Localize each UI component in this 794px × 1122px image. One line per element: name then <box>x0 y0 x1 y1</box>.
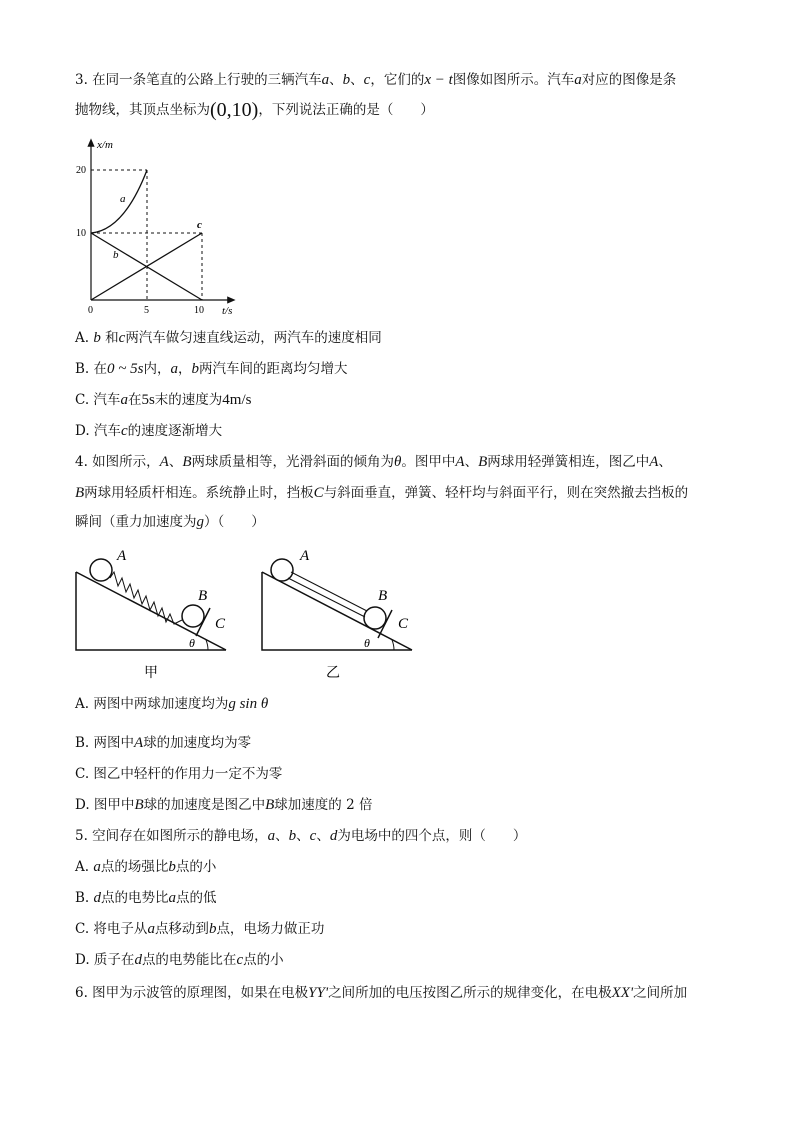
sep: 、 <box>329 72 343 88</box>
var-d: d <box>93 890 102 906</box>
q6-text: 之间所加的电压按图乙所示的规律变化，在电极 <box>328 985 612 1001</box>
velocity-value: 4m/s <box>222 392 252 408</box>
opt-text: 点的小 <box>243 952 284 968</box>
q6-text: 6. 图甲为示波管的原理图，如果在电极 <box>75 985 309 1001</box>
q4-text: 。图甲中 <box>401 454 456 470</box>
sep: 、 <box>316 828 330 844</box>
label-theta: θ <box>364 636 370 650</box>
q3-xt-graph <box>70 132 260 322</box>
ball-A-jia <box>90 559 112 581</box>
spring <box>110 572 182 624</box>
q4-text: 两球用轻质杆相连。系统静止时，挡板 <box>84 485 314 501</box>
var-c: c <box>363 72 371 88</box>
opt-text: 点的场强比 <box>100 859 169 875</box>
var-a: a <box>574 72 582 88</box>
q4-figure-jia <box>72 548 242 683</box>
q3-text: ，它们的 <box>370 72 425 88</box>
q4-text: 两球质量相等，光滑斜面的倾角为 <box>191 454 395 470</box>
var-b: b <box>93 330 101 346</box>
opt-text: 点，电场力做正功 <box>216 921 325 937</box>
label-A: A <box>117 548 127 564</box>
sep: 、 <box>296 828 310 844</box>
q3-text: ，下列说法正确的是（ ） <box>258 102 434 118</box>
var-xt: x − t <box>424 72 453 88</box>
var-a: a <box>267 828 276 844</box>
opt-text: 球的加速度是图乙中 <box>143 797 266 813</box>
q3-stem-line2 <box>75 100 434 120</box>
q4-option-d[interactable] <box>75 795 372 815</box>
electrode-yy: YY' <box>308 985 329 1001</box>
y-tick-20: 20 <box>76 165 86 176</box>
q4-text: 两球用轻弹簧相连，图乙中 <box>487 454 650 470</box>
angle-arc-yi <box>392 640 394 650</box>
q4-figure-yi <box>258 548 428 683</box>
var-A: A <box>455 454 465 470</box>
opt-text: 的速度逐渐增大 <box>127 423 223 439</box>
var-g: g <box>196 514 204 530</box>
opt-text: 点的小 <box>175 859 217 875</box>
label-C: C <box>215 616 226 632</box>
opt-label: B. <box>75 890 94 906</box>
opt-text: B. 两图中 <box>75 735 135 751</box>
opt-text: 两汽车间的距离均匀增大 <box>198 361 348 377</box>
var-a: a <box>321 72 330 88</box>
q5-text: 5. 空间存在如图所示的静电场， <box>75 828 268 844</box>
label-a: a <box>120 193 126 205</box>
var-A: A <box>159 454 169 470</box>
var-c: c <box>309 828 317 844</box>
q5-option-d[interactable] <box>75 950 284 970</box>
q3-text: 对应的图像是条 <box>581 72 677 88</box>
sep: 、 <box>658 454 672 470</box>
opt-text: D. 汽车 <box>75 423 121 439</box>
sep: 、 <box>168 454 183 470</box>
opt-text: 和 <box>100 330 119 346</box>
opt-text: C. 图乙中轻杆的作用力一定不为零 <box>75 766 283 782</box>
x-tick-0: 0 <box>88 305 93 316</box>
label-B: B <box>198 588 208 604</box>
electrode-xx: XX' <box>611 985 634 1001</box>
var-a: a <box>93 859 101 875</box>
var-B: B <box>265 797 275 813</box>
curve-a <box>91 170 147 233</box>
label-b: b <box>113 249 119 261</box>
formula: g sin θ <box>228 696 269 712</box>
var-d: d <box>329 828 338 844</box>
caption-yi: 乙 <box>326 665 340 681</box>
q3-option-b[interactable] <box>75 359 347 379</box>
var-a: a <box>170 361 178 377</box>
opt-text: 点移动到 <box>154 921 209 937</box>
x-tick-5: 5 <box>144 305 149 316</box>
ball-B-jia <box>182 605 204 627</box>
var-b: b <box>342 72 351 88</box>
var-B: B <box>134 797 144 813</box>
var-B: B <box>182 454 192 470</box>
opt-text: 点的电势能比在 <box>141 952 237 968</box>
opt-text: D. 图甲中 <box>75 797 135 813</box>
opt-text: C. 汽车 <box>75 392 121 408</box>
angle-arc-jia <box>206 640 208 650</box>
var-a: a <box>168 890 177 906</box>
opt-text: 两汽车做匀速直线运动，两汽车的速度相同 <box>125 330 382 346</box>
opt-text: 点的电势比 <box>101 890 169 906</box>
var-A: A <box>134 735 144 751</box>
var-a: a <box>120 392 128 408</box>
label-C: C <box>398 616 409 632</box>
q3-stem-line1 <box>75 70 676 90</box>
var-c: c <box>118 330 126 346</box>
sep: 、 <box>464 454 479 470</box>
var-b: b <box>168 859 176 875</box>
sep: 、 <box>275 828 289 844</box>
opt-text: 球的加速度均为零 <box>143 735 252 751</box>
opt-label: A. <box>75 859 94 875</box>
var-b: b <box>208 921 217 937</box>
rod-bottom <box>288 578 365 617</box>
q4-text: 瞬间（重力加速度为 <box>75 514 197 530</box>
opt-text: D. 质子在 <box>75 952 135 968</box>
rod-top <box>291 572 367 611</box>
x-tick-10: 10 <box>194 305 204 316</box>
label-c: c <box>197 219 202 231</box>
q3-text: 图像如图所示。汽车 <box>452 72 575 88</box>
opt-text: C. 将电子从 <box>75 921 148 937</box>
label-A: A <box>300 548 310 564</box>
q4-stem-line3 <box>75 512 265 532</box>
x-axis-label: t/s <box>222 305 233 317</box>
var-B: B <box>75 485 85 501</box>
var-B: B <box>478 454 488 470</box>
q5-text: 为电场中的四个点，则（ ） <box>337 828 527 844</box>
q4-option-c[interactable] <box>75 764 282 784</box>
var-c: c <box>120 423 128 439</box>
q3-option-c[interactable] <box>75 390 251 410</box>
var-A: A <box>649 454 659 470</box>
slope-yi <box>262 572 412 650</box>
time-value: 5s <box>141 392 155 408</box>
q4-text: ）（ ） <box>204 514 265 530</box>
q5-option-a[interactable] <box>75 857 216 877</box>
sep: ， <box>177 361 192 377</box>
q4-text: 4. 如图所示， <box>75 454 160 470</box>
ball-B-yi <box>364 607 386 629</box>
var-d: d <box>134 952 142 968</box>
q4-option-b[interactable] <box>75 733 251 753</box>
q3-option-a[interactable] <box>75 328 382 348</box>
q5-stem <box>75 826 526 846</box>
q6-text: 之间所加 <box>633 985 688 1001</box>
q3-text: 抛物线，其顶点坐标为 <box>75 102 210 118</box>
y-tick-10: 10 <box>76 228 86 239</box>
var-b: b <box>191 361 199 377</box>
opt-text: B. 在 <box>75 361 108 377</box>
opt-text: 末的速度为 <box>154 392 223 408</box>
opt-text: 点的低 <box>176 890 217 906</box>
opt-text: 在 <box>127 392 142 408</box>
vertex-coord: (0,10) <box>210 99 259 121</box>
sep: 、 <box>350 72 364 88</box>
var-b: b <box>288 828 297 844</box>
q4-text: 与斜面垂直，弹簧、轻杆均与斜面平行，则在突然撤去挡板的 <box>323 485 689 501</box>
q3-text: 3. 在同一条笔直的公路上行驶的三辆汽车 <box>75 72 322 88</box>
q3-option-d[interactable] <box>75 421 222 441</box>
opt-text: 内， <box>143 361 171 377</box>
opt-text: 球加速度的 2 倍 <box>274 797 373 813</box>
var-c: c <box>236 952 244 968</box>
q4-stem-line2 <box>75 483 688 503</box>
ball-A-yi <box>271 559 293 581</box>
label-B: B <box>378 588 388 604</box>
q5-option-b[interactable] <box>75 888 217 908</box>
var-theta: θ <box>394 454 402 470</box>
opt-text: A. 两图中两球加速度均为 <box>75 696 229 712</box>
y-axis-label: x/m <box>97 139 113 151</box>
opt-label: A. <box>75 330 94 346</box>
var-C: C <box>313 485 324 501</box>
time-range: 0 ~ 5s <box>107 361 144 377</box>
q4-option-a[interactable] <box>75 694 268 714</box>
q4-stem-line1 <box>75 452 672 472</box>
q5-option-c[interactable] <box>75 919 324 939</box>
caption-jia: 甲 <box>144 665 158 681</box>
var-a: a <box>147 921 155 937</box>
label-theta: θ <box>189 636 195 650</box>
q6-stem <box>75 983 687 1003</box>
